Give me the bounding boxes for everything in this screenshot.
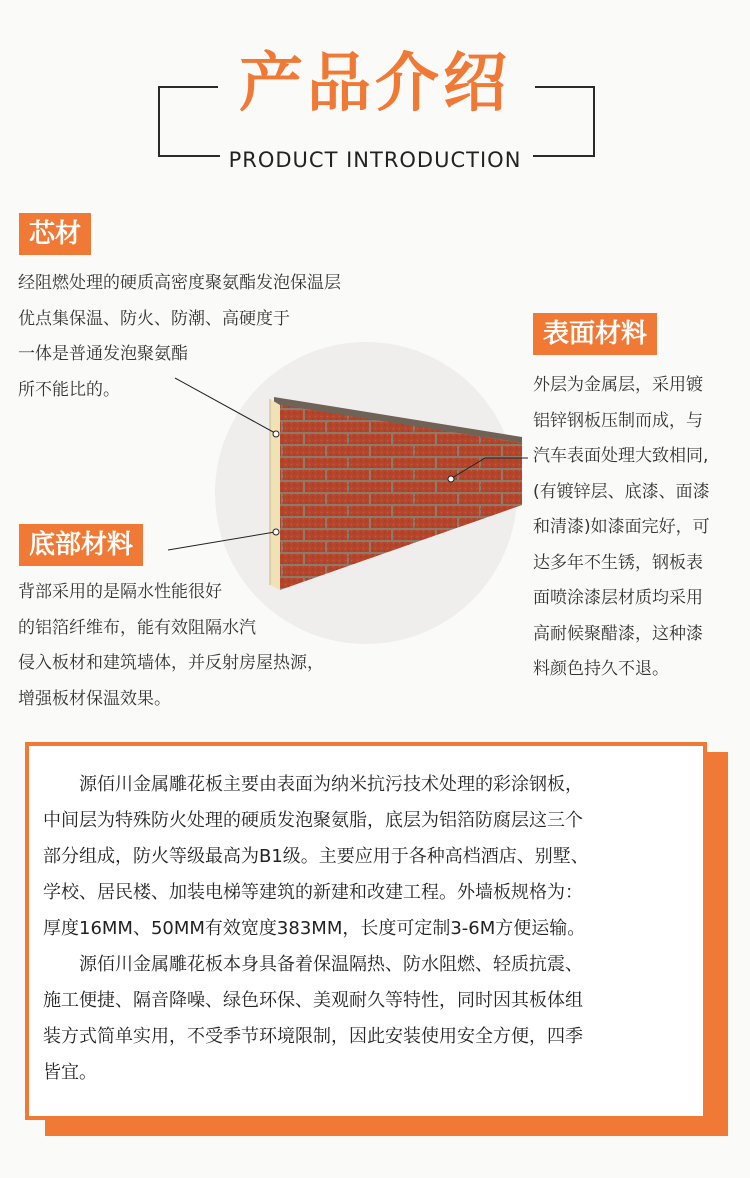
page-title: 产品介绍 <box>239 47 511 121</box>
bottom-line: 背部采用的是隔水性能很好 <box>18 582 222 602</box>
description-line: 皆宜。 <box>43 1062 97 1083</box>
core-material-text <box>18 266 341 408</box>
core-line: 优点集保温、防火、防潮、高硬度于 <box>18 308 290 329</box>
surface-line: 达多年不生锈，钢板表 <box>533 552 703 573</box>
description-text <box>43 767 703 1091</box>
bottom-line: 侵入板材和建筑墙体，并反射房屋热源， <box>18 653 324 673</box>
description-line: 学校、居民楼、加装电梯等建筑的新建和改建工程。外墙板规格为： <box>43 882 583 903</box>
bottom-line: 的铝箔纤维布，能有效阻隔水汽 <box>18 617 256 638</box>
surface-line: 料颜色持久不退。 <box>533 659 669 679</box>
surface-line: 铝锌钢板压制而成，与 <box>533 410 703 431</box>
description-line: 中间层为特殊防火处理的硬质发泡聚氨脂，底层为铝箔防腐层这三个 <box>43 810 583 831</box>
description-line: 装方式简单实用，不受季节环境限制，因此安装使用安全方便，四季 <box>43 1026 583 1047</box>
surface-line: 面喷涂漆层材质均采用 <box>533 588 703 608</box>
core-line: 一体是普通发泡聚氨酯 <box>18 344 188 364</box>
surface-line: (有镀锌层、底漆、面漆 <box>533 481 710 502</box>
bottom-material-tag: 底部材料 <box>19 524 143 566</box>
description-line: 源佰川金属雕花板主要由表面为纳米抗污技术处理的彩涂钢板， <box>43 774 583 795</box>
surface-line: 高耐候聚醋漆，这种漆 <box>533 623 703 644</box>
surface-line: 和清漆)如漆面完好，可 <box>533 517 710 537</box>
surface-material-text <box>533 368 710 688</box>
surface-line: 汽车表面处理大致相同, <box>533 446 709 466</box>
description-line: 源佰川金属雕花板本身具备着保温隔热、防水阻燃、轻质抗震、 <box>43 954 583 975</box>
bottom-line: 增强板材保温效果。 <box>18 688 171 709</box>
core-line: 所不能比的。 <box>18 379 120 400</box>
description-line: 厚度16MM、50MM有效宽度383MM，长度可定制3-6M方便运输。 <box>43 918 586 939</box>
description-line: 部分组成，防火等级最高为B1级。主要应用于各种高档酒店、别墅、 <box>43 846 589 867</box>
description-line: 施工便捷、隔音降噪、绿色环保、美观耐久等特性，同时因其板体组 <box>43 990 583 1011</box>
surface-material-tag: 表面材料 <box>533 313 657 355</box>
core-line: 经阻燃处理的硬质高密度聚氨酯发泡保温层 <box>18 273 341 293</box>
bottom-material-text <box>18 575 324 717</box>
core-material-tag: 芯材 <box>19 213 91 255</box>
page-subtitle: PRODUCT INTRODUCTION <box>228 148 522 172</box>
surface-line: 外层为金属层，采用镀 <box>533 375 703 395</box>
